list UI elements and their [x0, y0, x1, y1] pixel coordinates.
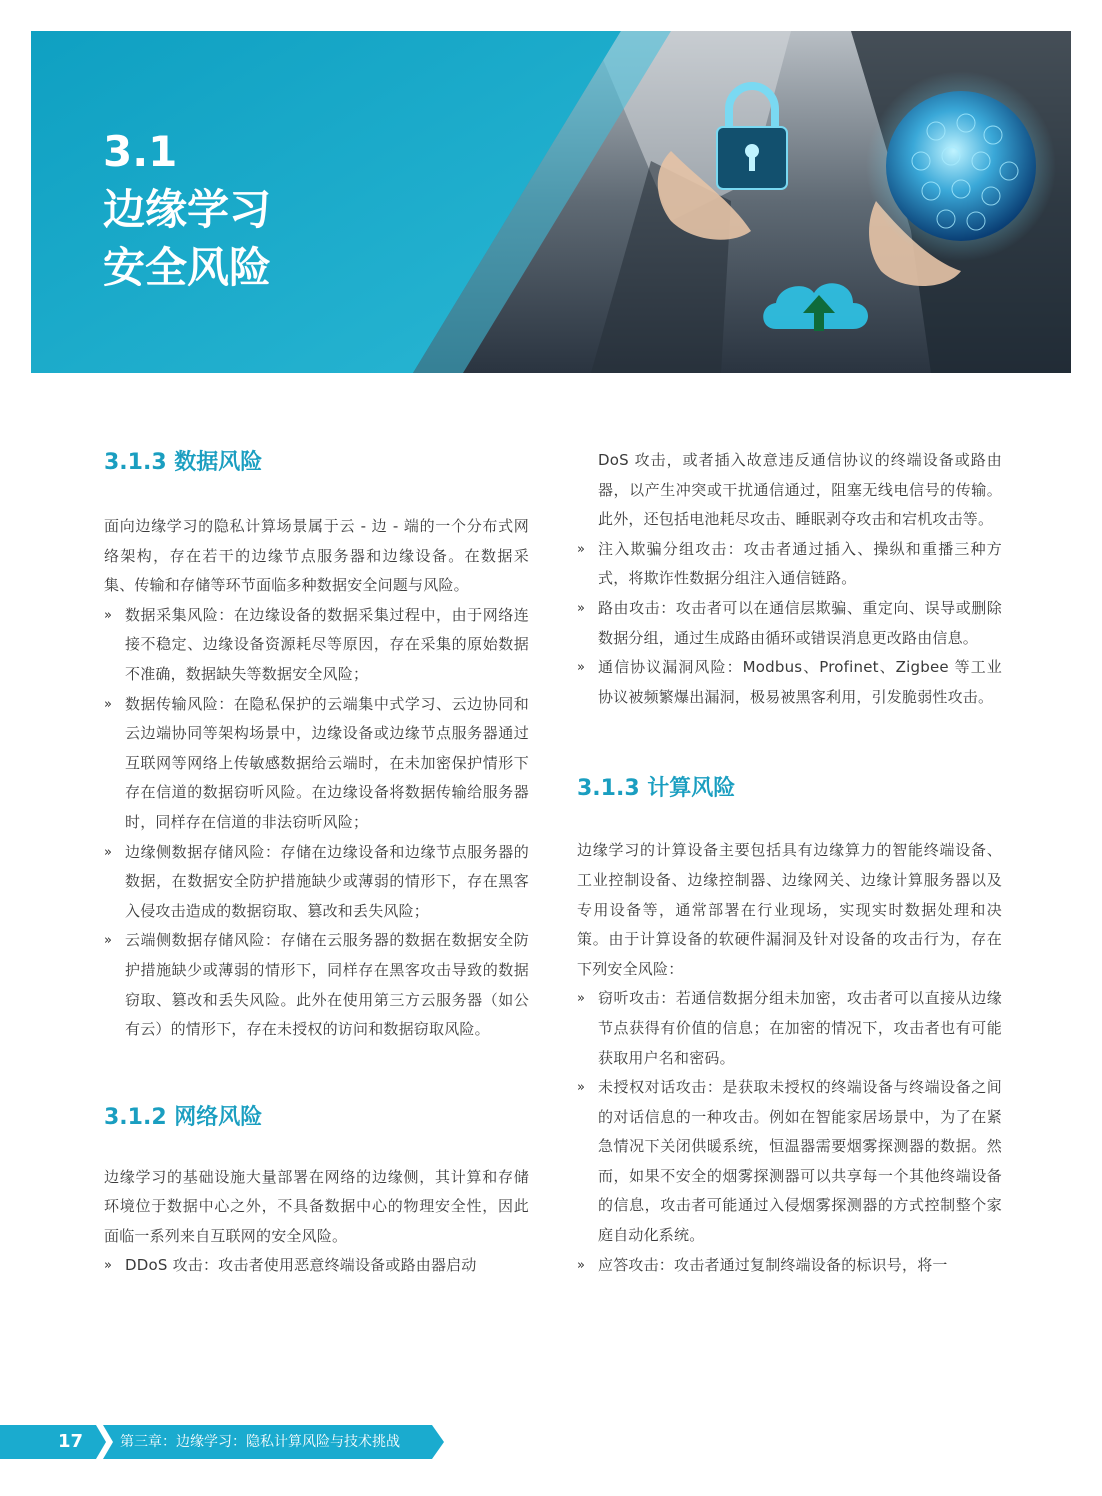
list-item-text: 数据传输风险：在隐私保护的云端集中式学习、云边协同和云边端协同等架构场景中，边缘设备或边缘节点服务器通过互联网等网络上传敏感数据给云端时，在未加密保护情形下存在信道的数据窃听风险。在边缘设备将数据传输给服务器时，同样存在信道的非法窃听风险； — [125, 694, 529, 831]
chapter-title: 第三章：边缘学习：隐私计算风险与技术挑战 — [120, 1434, 400, 1450]
list-item-text: DDoS 攻击：攻击者使用恶意终端设备或路由器启动 — [125, 1256, 477, 1275]
bullet-marker: » — [104, 696, 113, 712]
bullet-marker: » — [577, 600, 586, 616]
list-item — [577, 984, 1002, 1073]
globe-icon — [866, 71, 1056, 261]
list-item-text: 窃听攻击：若通信数据分组未加密，攻击者可以直接从边缘节点获得有价值的信息；在加密的情况下，攻击者也有可能获取用户名和密码。 — [598, 989, 1002, 1067]
list-item-text: 云端侧数据存储风险：存储在云服务器的数据在数据安全防护措施缺少或薄弱的情形下，同样存在黑客攻击导致的数据窃取、篡改和丢失风险。此外在使用第三方云服务器（如公有云）的情形下，存在未授权的访问和数据窃取风险。 — [125, 931, 529, 1039]
list-item — [104, 1251, 529, 1281]
section-number: 3.1 — [103, 127, 178, 176]
list-item — [104, 838, 529, 927]
network-risk-heading: 3.1.2 网络风险 — [104, 1104, 263, 1130]
list-item-text: 边缘侧数据存储风险：存储在边缘设备和边缘节点服务器的数据，在数据安全防护措施缺少或薄弱的情形下，存在黑客入侵攻击造成的数据窃取、篡改和丢失风险； — [125, 842, 529, 920]
list-item — [577, 653, 1002, 712]
bullet-marker: » — [577, 1257, 586, 1273]
bullet-marker: » — [104, 933, 113, 949]
bullet-marker: » — [577, 991, 586, 1007]
data-risk-intro: 面向边缘学习的隐私计算场景属于云 - 边 - 端的一个分布式网络架构，存在若干的边缘节点服务器和边缘设备。在数据采集、传输和存储等环节面临多种数据安全问题与风险。 — [104, 517, 529, 595]
compute-risk-heading: 3.1.3 计算风险 — [577, 776, 736, 802]
page-number: 17 — [58, 1431, 84, 1452]
data-risk-heading: 3.1.3 数据风险 — [104, 450, 263, 475]
compute-risk-intro: 边缘学习的计算设备主要包括具有边缘算力的智能终端设备、工业控制设备、边缘控制器、边缘网关、边缘计算服务器以及专用设备等，通常部署在行业现场，实现实时数据处理和决策。由于计算设备的软硬件漏洞及针对设备的攻击行为，存在下列安全风险： — [577, 841, 1002, 978]
bullet-marker: » — [104, 607, 113, 623]
bullet-marker: » — [104, 844, 113, 860]
right-column — [577, 446, 1002, 1280]
bullet-marker: » — [577, 541, 586, 557]
list-item — [577, 1251, 1002, 1281]
section-title-line-1: 边缘学习 — [103, 185, 272, 234]
list-item-text: 数据采集风险：在边缘设备的数据采集过程中，由于网络连接不稳定、边缘设备资源耗尽等原因，存在采集的原始数据不准确，数据缺失等数据安全风险； — [125, 605, 529, 683]
list-item — [104, 926, 529, 1044]
list-item — [577, 594, 1002, 653]
list-item — [104, 601, 529, 690]
page-footer — [0, 1425, 460, 1459]
ddos-continuation: DoS 攻击，或者插入故意违反通信协议的终端设备或路由器，以产生冲突或干扰通信通过，阻塞无线电信号的传输。此外，还包括电池耗尽攻击、睡眠剥夺攻击和宕机攻击等。 — [598, 451, 1002, 529]
network-risk-intro: 边缘学习的基础设施大量部署在网络的边缘侧，其计算和存储环境位于数据中心之外，不具备数据中心的物理安全性，因此面临一系列来自互联网的安全风险。 — [104, 1167, 529, 1245]
list-item-text: 应答攻击：攻击者通过复制终端设备的标识号，将一 — [598, 1255, 948, 1274]
list-item-text: 注入欺骗分组攻击：攻击者通过插入、操纵和重播三种方式，将欺诈性数据分组注入通信链路。 — [598, 539, 1002, 588]
bullet-marker: » — [104, 1258, 113, 1274]
bullet-marker: » — [577, 1080, 586, 1096]
list-item-text: 未授权对话攻击：是获取未授权的终端设备与终端设备之间的对话信息的一种攻击。例如在智能家居场景中，为了在紧急情况下关闭供暖系统，恒温器需要烟雾探测器的数据。然而，如果不安全的烟雾探测器可以共享每一个其他终端设备的信息，攻击者可能通过入侵烟雾探测器的方式控制整个家庭自动化系统。 — [598, 1078, 1002, 1245]
list-item — [577, 535, 1002, 594]
bullet-marker: » — [577, 660, 586, 676]
list-item — [104, 690, 529, 838]
left-column — [104, 440, 529, 1281]
list-item — [577, 1073, 1002, 1251]
list-item-text: 路由攻击：攻击者可以在通信层欺骗、重定向、误导或删除数据分组，通过生成路由循环或错误消息更改路由信息。 — [598, 598, 1002, 647]
list-item-text: 通信协议漏洞风险：Modbus、Profinet、Zigbee 等工业协议被频繁爆出漏洞，极易被黑客利用，引发脆弱性攻击。 — [598, 658, 1002, 706]
section-title — [103, 123, 271, 297]
hero-banner — [31, 31, 1071, 373]
section-title-line-2: 安全风险 — [103, 243, 272, 292]
